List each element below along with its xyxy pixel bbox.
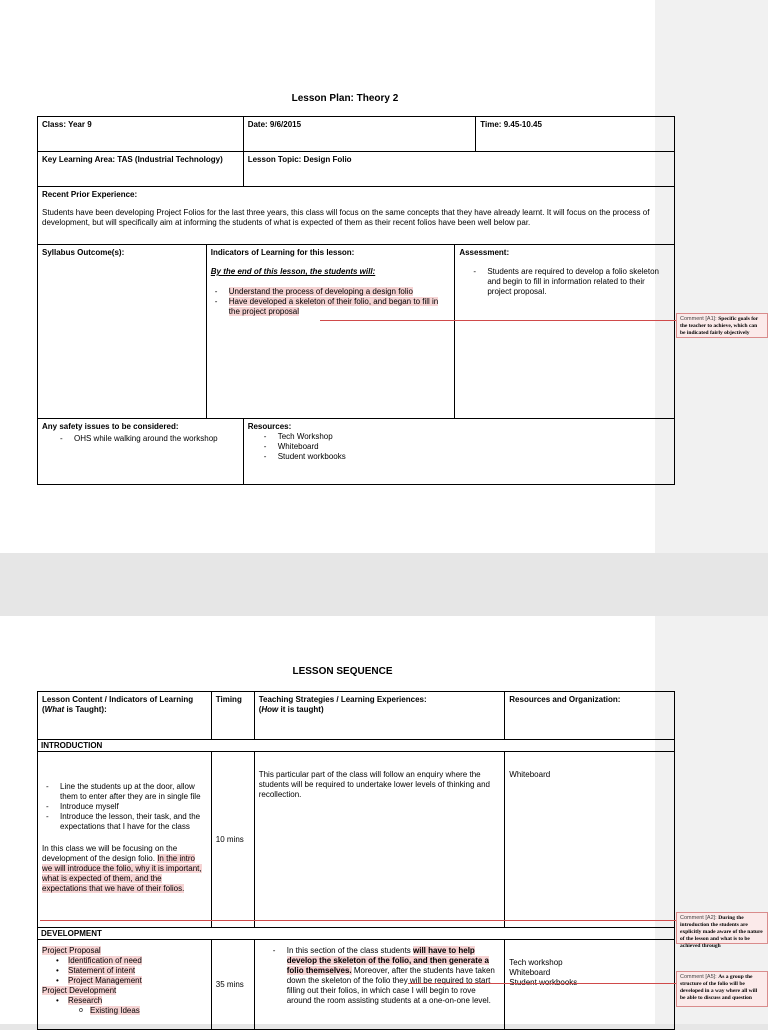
indicators-list bbox=[211, 287, 451, 317]
kla-cell: Key Learning Area: TAS (Industrial Technology) bbox=[38, 152, 244, 187]
lesson-plan-table bbox=[37, 116, 675, 485]
resources-cell bbox=[243, 419, 674, 485]
comment-a2-connector bbox=[40, 920, 676, 921]
resource-item: - Student workbooks bbox=[260, 452, 670, 462]
intro-item: - Introduce myself bbox=[42, 802, 207, 812]
dev-resources-cell bbox=[505, 940, 675, 1030]
section-development: DEVELOPMENT bbox=[38, 928, 675, 940]
syllabus-heading: Syllabus Outcome(s): bbox=[42, 248, 125, 257]
safety-cell bbox=[38, 419, 244, 485]
page-gap bbox=[0, 553, 768, 616]
topic-cell: Lesson Topic: Design Folio bbox=[243, 152, 674, 187]
intro-item: - Line the students up at the door, allow them to enter after they are in single file bbox=[42, 782, 207, 802]
indicators-cell bbox=[206, 245, 455, 419]
dev-item: Project Proposal bbox=[42, 946, 101, 955]
indicators-heading: Indicators of Learning for this lesson: bbox=[210, 248, 355, 257]
dev-strategy-cell bbox=[254, 940, 505, 1030]
prior-text: Students have been developing Project Folios for the last three years, this class will focus on the same concepts that they have already learnt. It will focus on the process of development, but will specifically aim at informing the students of what is expected of them as their recent folios have been well below par. bbox=[42, 208, 650, 227]
intro-content-cell bbox=[38, 752, 212, 928]
header-timing: Timing bbox=[211, 692, 254, 740]
resource-item: - Whiteboard bbox=[260, 442, 670, 452]
dev-timing-cell: 35 mins bbox=[211, 940, 254, 1030]
comment-a2[interactable]: Comment [A2]: During the introduction the students are explicitly made aware of the nature of the lesson and what is to be achieved through bbox=[676, 912, 768, 944]
dev-strategy-text: - In this section of the class students will have to help develop the skeleton of the folio, and then generate a folio themselves. Moreover, after the students have taken down the skeleton of the folio they will be required to start filling out their folios, in which case I will begin to rove around the room assisting students at a one-on-one level. bbox=[269, 946, 501, 1006]
comment-a5[interactable]: Comment [A5]: As a group the structure of the folio will be developed in a way where all will be able to discuss and question bbox=[676, 971, 768, 1007]
section-introduction: INTRODUCTION bbox=[38, 740, 675, 752]
intro-strategy-cell: This particular part of the class will follow an enquiry where the students will be required to undertake lower levels of thinking and recollection. bbox=[254, 752, 505, 928]
lesson-plan-title: Lesson Plan: Theory 2 bbox=[291, 93, 399, 104]
resources-list bbox=[248, 432, 670, 462]
dev-item: • Identification of need bbox=[42, 956, 207, 966]
dev-item: o Existing Ideas bbox=[42, 1006, 207, 1016]
intro-paragraph: In this class we will be focusing on the development of the design folio. In the intro we will introduce the folio, why it is important, what is expected of them, and the expectations that we have of their folios. bbox=[42, 844, 202, 893]
header-strategies: Teaching Strategies / Learning Experiences: (How it is taught) bbox=[254, 692, 505, 740]
date-cell: Date: 9/6/2015 bbox=[243, 117, 476, 152]
assessment-item: - Students are required to develop a folio skeleton and begin to fill in information related to their project proposal. bbox=[469, 267, 670, 297]
indicators-intro: By the end of this lesson, the students will: bbox=[210, 267, 376, 276]
safety-item: - OHS while walking around the workshop bbox=[56, 434, 239, 444]
dev-item: • Statement of intent bbox=[42, 966, 207, 976]
dev-content-cell bbox=[38, 940, 212, 1030]
dev-resource: Whiteboard bbox=[509, 968, 551, 977]
assessment-list bbox=[459, 267, 670, 297]
safety-heading: Any safety issues to be considered: bbox=[42, 422, 179, 431]
lesson-sequence-table bbox=[37, 691, 675, 1030]
safety-list bbox=[42, 434, 239, 444]
dev-resource: Student workbooks bbox=[509, 978, 578, 987]
intro-timing-cell: 10 mins bbox=[211, 752, 254, 928]
intro-resources-cell: Whiteboard bbox=[505, 752, 675, 928]
header-content: Lesson Content / Indicators of Learning (What is Taught): bbox=[38, 692, 212, 740]
intro-list bbox=[42, 782, 207, 832]
header-resources: Resources and Organization: bbox=[505, 692, 675, 740]
indicator-item: - Understand the process of developing a design folio bbox=[211, 287, 451, 297]
resource-item: - Tech Workshop bbox=[260, 432, 670, 442]
dev-item: • Research bbox=[42, 996, 207, 1006]
dev-item: Project Development bbox=[42, 986, 117, 995]
dev-resource: Tech workshop bbox=[509, 958, 563, 967]
syllabus-cell bbox=[38, 245, 207, 419]
indicator-item: - Have developed a skeleton of their folio, and began to fill in the project proposal bbox=[211, 297, 451, 317]
dev-sublist bbox=[42, 996, 207, 1016]
resources-heading: Resources: bbox=[247, 422, 292, 431]
assessment-cell bbox=[455, 245, 675, 419]
lesson-sequence-title: LESSON SEQUENCE bbox=[292, 666, 393, 677]
assessment-heading: Assessment: bbox=[459, 248, 510, 257]
class-cell: Class: Year 9 bbox=[38, 117, 244, 152]
prior-heading: Recent Prior Experience: bbox=[42, 190, 138, 199]
dev-sublist bbox=[42, 956, 207, 986]
prior-experience-cell bbox=[38, 187, 675, 245]
intro-item: - Introduce the lesson, their task, and the expectations that I have for the class bbox=[42, 812, 207, 832]
comment-a1-connector bbox=[320, 320, 676, 321]
comment-a1[interactable]: Comment [A1]: Specific goals for the teacher to achieve, which can be indicated fairly objectively bbox=[676, 313, 768, 338]
comment-a5-connector bbox=[408, 983, 676, 984]
dev-item: • Project Management bbox=[42, 976, 207, 986]
time-cell: Time: 9.45-10.45 bbox=[476, 117, 675, 152]
